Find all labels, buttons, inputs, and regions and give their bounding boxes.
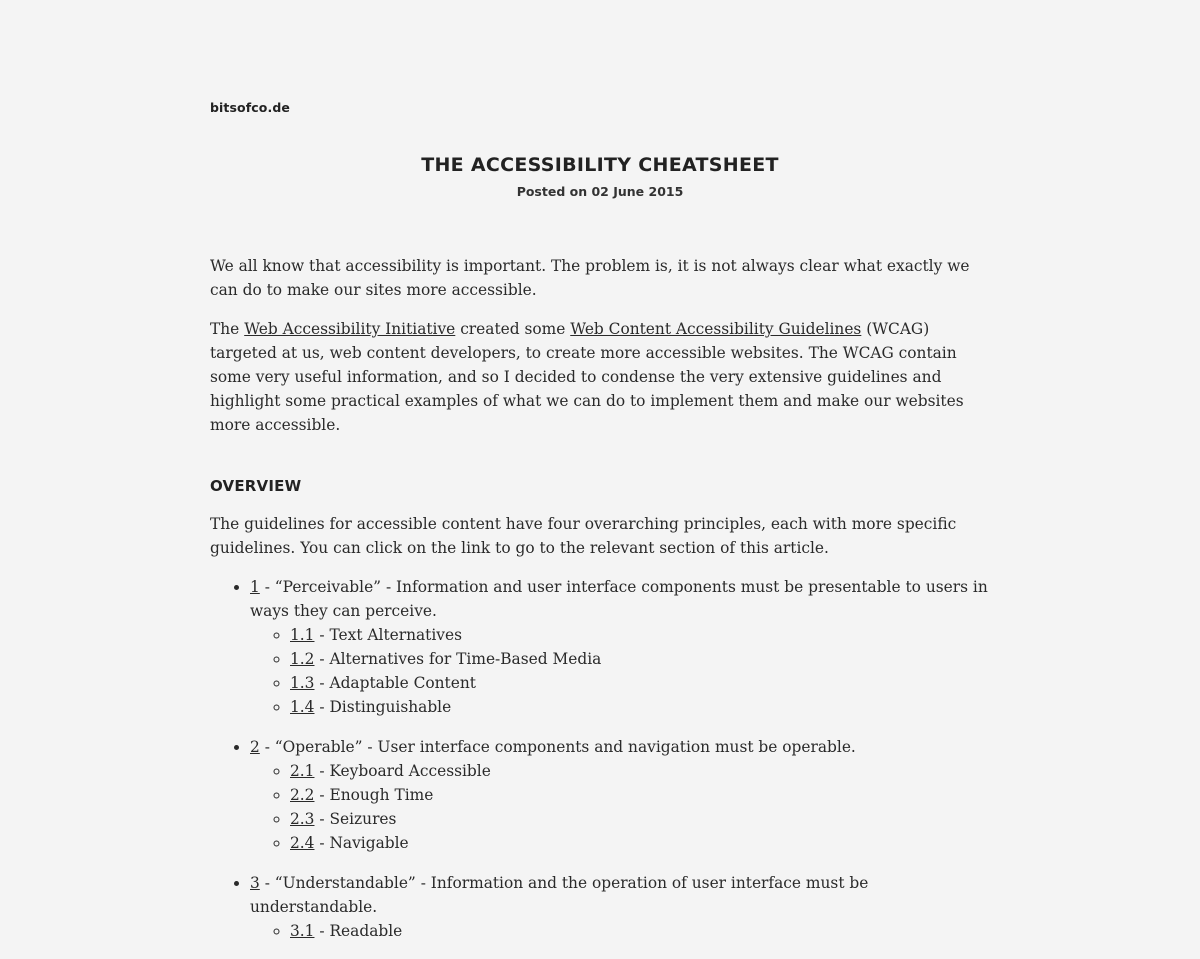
guideline-1-1-link[interactable]: 1.1 — [290, 626, 315, 644]
guideline-item — [290, 919, 990, 943]
principle-2-text: - “Operable” - User interface components and navigation must be operable. — [259, 738, 856, 756]
post-header — [210, 152, 990, 200]
guideline-2-4-link[interactable]: 2.4 — [290, 834, 315, 852]
guideline-text: - Distinguishable — [314, 698, 452, 716]
guideline-3-1-link[interactable]: 3.1 — [290, 922, 315, 940]
principle-item — [250, 735, 990, 855]
guideline-item — [290, 807, 990, 831]
intro-p2-middle: created some — [455, 320, 571, 338]
guideline-text: - Adaptable Content — [314, 674, 476, 692]
guideline-2-3-link[interactable]: 2.3 — [290, 810, 315, 828]
guideline-text: - Navigable — [314, 834, 409, 852]
post-date: Posted on 02 June 2015 — [516, 184, 684, 199]
guideline-1-3-link[interactable]: 1.3 — [290, 674, 315, 692]
guideline-item — [290, 831, 990, 855]
page-title: THE ACCESSIBILITY CHEATSHEET — [421, 154, 779, 176]
guideline-2-2-link[interactable]: 2.2 — [290, 786, 315, 804]
overview-paragraph: The guidelines for accessible content have four overarching principles, each with more specific guidelines. You can click on the link to go to the relevant section of this article. — [210, 515, 957, 557]
intro-paragraph-2 — [210, 317, 990, 437]
guideline-1-4-link[interactable]: 1.4 — [290, 698, 315, 716]
intro-paragraph-1: We all know that accessibility is important. The problem is, it is not always clear what exactly we can do to make our sites more accessible. — [210, 257, 970, 299]
guideline-1-2-link[interactable]: 1.2 — [290, 650, 315, 668]
principle-1-text: - “Perceivable” - Information and user interface components must be presentable to users in ways they can perceive. — [250, 578, 988, 620]
guideline-text: - Seizures — [314, 810, 397, 828]
guideline-text: - Keyboard Accessible — [314, 762, 491, 780]
guideline-item — [290, 647, 990, 671]
wcag-link[interactable]: Web Content Accessibility Guidelines — [570, 320, 862, 338]
principles-list — [210, 575, 990, 943]
principle-2-link[interactable]: 2 — [250, 738, 260, 756]
guideline-item — [290, 623, 990, 647]
guideline-text: - Readable — [314, 922, 403, 940]
guideline-list — [250, 919, 990, 943]
intro-p2-after: (WCAG) targeted at us, web content developers, to create more accessible websites. The WCAG contain some very useful information, and so I decided to condense the very extensive guidelines and highlight some practical examples of what we can do to implement them and make our websites more accessible. — [210, 320, 964, 434]
principle-1-link[interactable]: 1 — [250, 578, 260, 596]
guideline-item — [290, 695, 990, 719]
principle-3-link[interactable]: 3 — [250, 874, 260, 892]
intro-p2-before: The — [210, 320, 245, 338]
guideline-item — [290, 759, 990, 783]
guideline-item — [290, 671, 990, 695]
principle-3-text: - “Understandable” - Information and the operation of user interface must be understandable. — [250, 874, 869, 916]
web-accessibility-initiative-link[interactable]: Web Accessibility Initiative — [244, 320, 456, 338]
guideline-item — [290, 783, 990, 807]
guideline-text: - Text Alternatives — [314, 626, 462, 644]
guideline-2-1-link[interactable]: 2.1 — [290, 762, 315, 780]
guideline-list — [250, 623, 990, 719]
principle-item — [250, 871, 990, 943]
overview-heading: OVERVIEW — [210, 477, 302, 495]
article-body — [210, 254, 990, 959]
guideline-list — [250, 759, 990, 855]
site-logo-link[interactable]: bitsofco.de — [210, 100, 290, 115]
guideline-text: - Alternatives for Time-Based Media — [314, 650, 602, 668]
principle-item — [250, 575, 990, 719]
guideline-text: - Enough Time — [314, 786, 434, 804]
